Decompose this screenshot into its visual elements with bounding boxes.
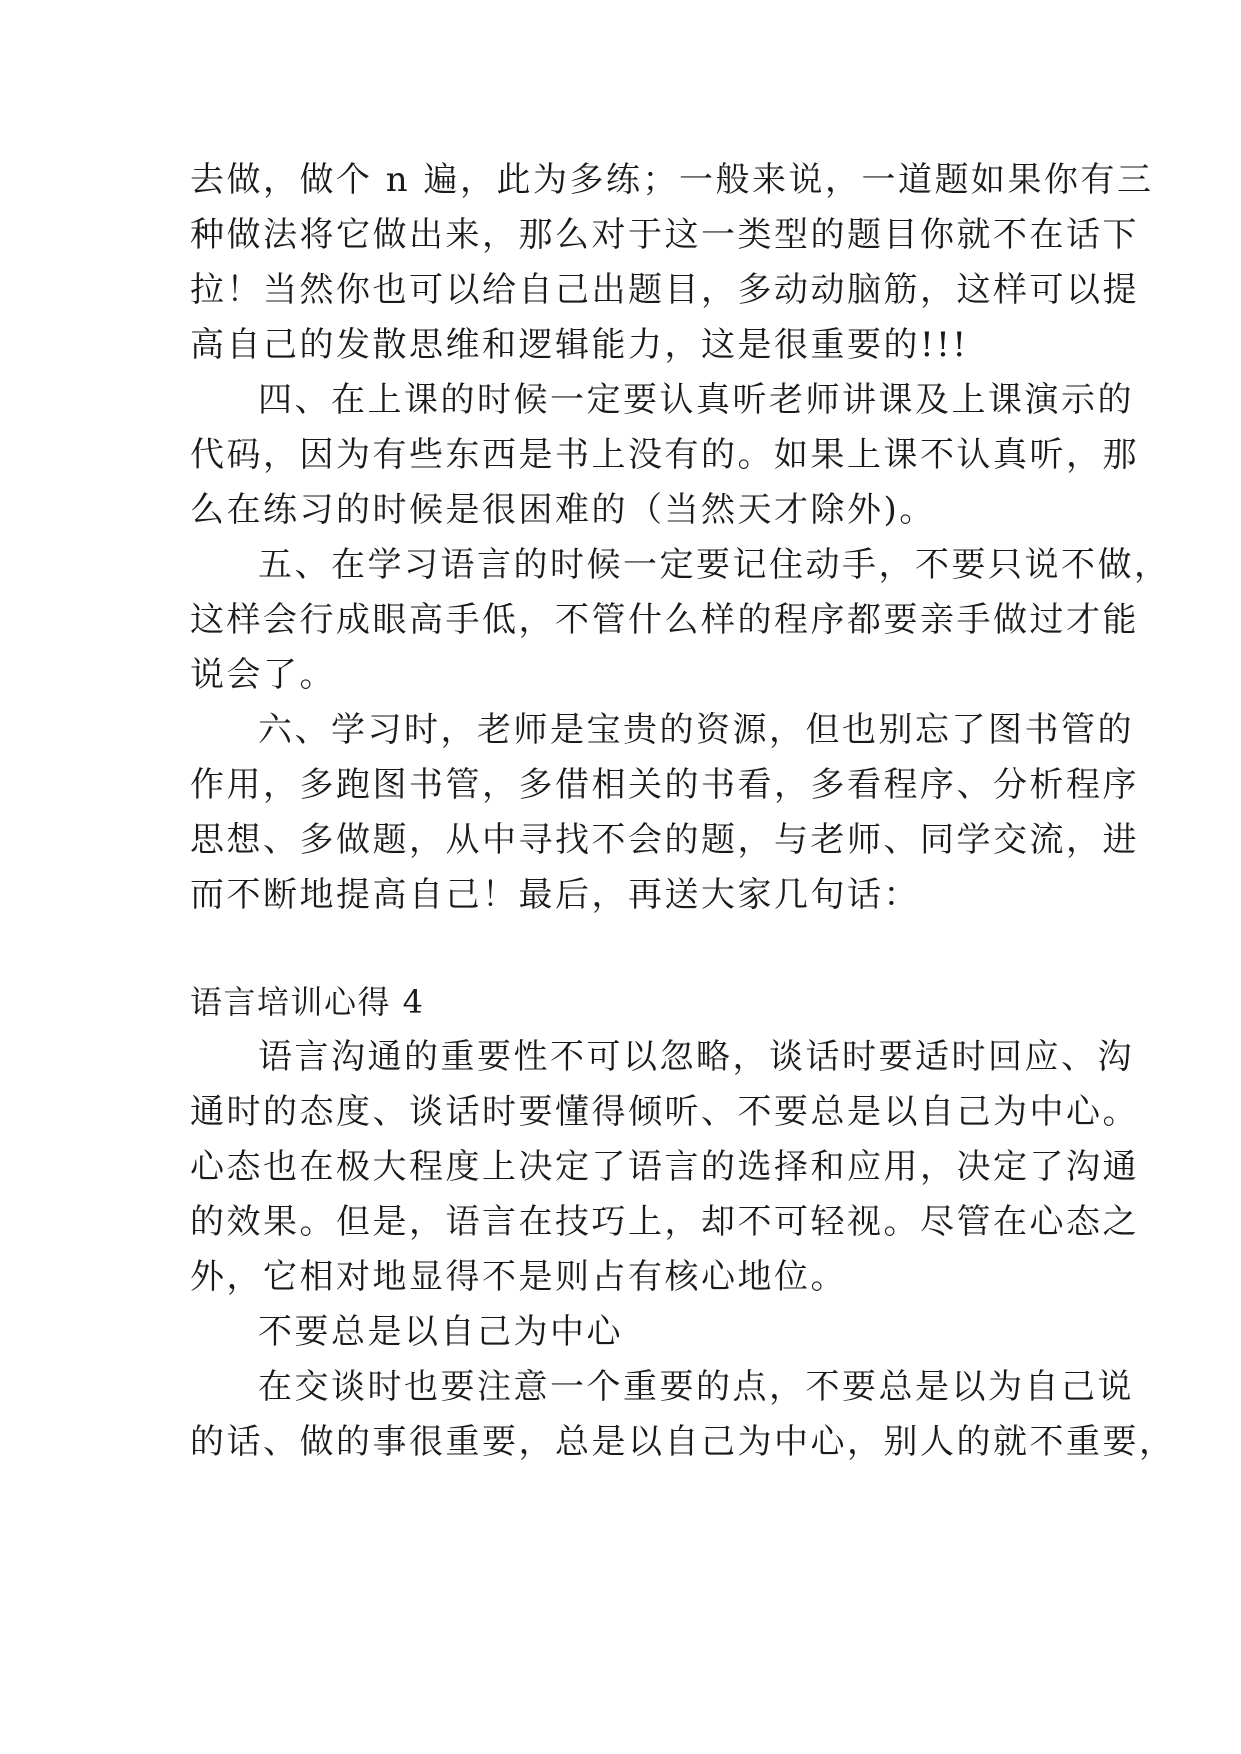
text-line: 外，它相对地显得不是则占有核心地位。 <box>190 1257 847 1297</box>
text-line: 心态也在极大程度上决定了语言的选择和应用，决定了沟通 <box>190 1147 1139 1187</box>
text-line: 思想、多做题，从中寻找不会的题，与老师、同学交流，进 <box>190 820 1139 860</box>
text-line: 代码，因为有些东西是书上没有的。如果上课不认真听，那 <box>190 435 1139 475</box>
text-line: 去做，做个 n 遍，此为多练；一般来说，一道题如果你有三 <box>190 160 1154 200</box>
paragraph-5-first-line: 五、在学习语言的时候一定要记住动手，不要只说不做， <box>258 545 1171 585</box>
text-line: 么在练习的时候是很困难的（当然天才除外)。 <box>190 490 936 530</box>
section-heading: 语言培训心得 4 <box>190 983 425 1021</box>
text-line: 的效果。但是，语言在技巧上，却不可轻视。尽管在心态之 <box>190 1202 1139 1242</box>
text-line: 种做法将它做出来，那么对于这一类型的题目你就不在话下 <box>190 215 1139 255</box>
text-line: 说会了。 <box>190 655 336 695</box>
text-line: 这样会行成眼高手低，不管什么样的程序都要亲手做过才能 <box>190 600 1139 640</box>
paragraph-8-first-line: 在交谈时也要注意一个重要的点，不要总是以为自己说 <box>258 1367 1134 1407</box>
subheading: 不要总是以自己为中心 <box>258 1312 623 1352</box>
paragraph-6-first-line: 六、学习时，老师是宝贵的资源，但也别忘了图书管的 <box>258 710 1134 750</box>
text-line: 高自己的发散思维和逻辑能力，这是很重要的!!! <box>190 325 969 365</box>
text-line: 而不断地提高自己！最后，再送大家几句话： <box>190 875 920 915</box>
text-line: 拉！当然你也可以给自己出题目，多动动脑筋，这样可以提 <box>190 270 1139 310</box>
paragraph-7-first-line: 语言沟通的重要性不可以忽略，谈话时要适时回应、沟 <box>258 1037 1134 1077</box>
text-line: 通时的态度、谈话时要懂得倾听、不要总是以自己为中心。 <box>190 1092 1139 1132</box>
text-line: 的话、做的事很重要，总是以自己为中心，别人的就不重要， <box>190 1422 1176 1462</box>
text-line: 作用，多跑图书管，多借相关的书看，多看程序、分析程序 <box>190 765 1139 805</box>
paragraph-4-first-line: 四、在上课的时候一定要认真听老师讲课及上课演示的 <box>258 380 1134 420</box>
